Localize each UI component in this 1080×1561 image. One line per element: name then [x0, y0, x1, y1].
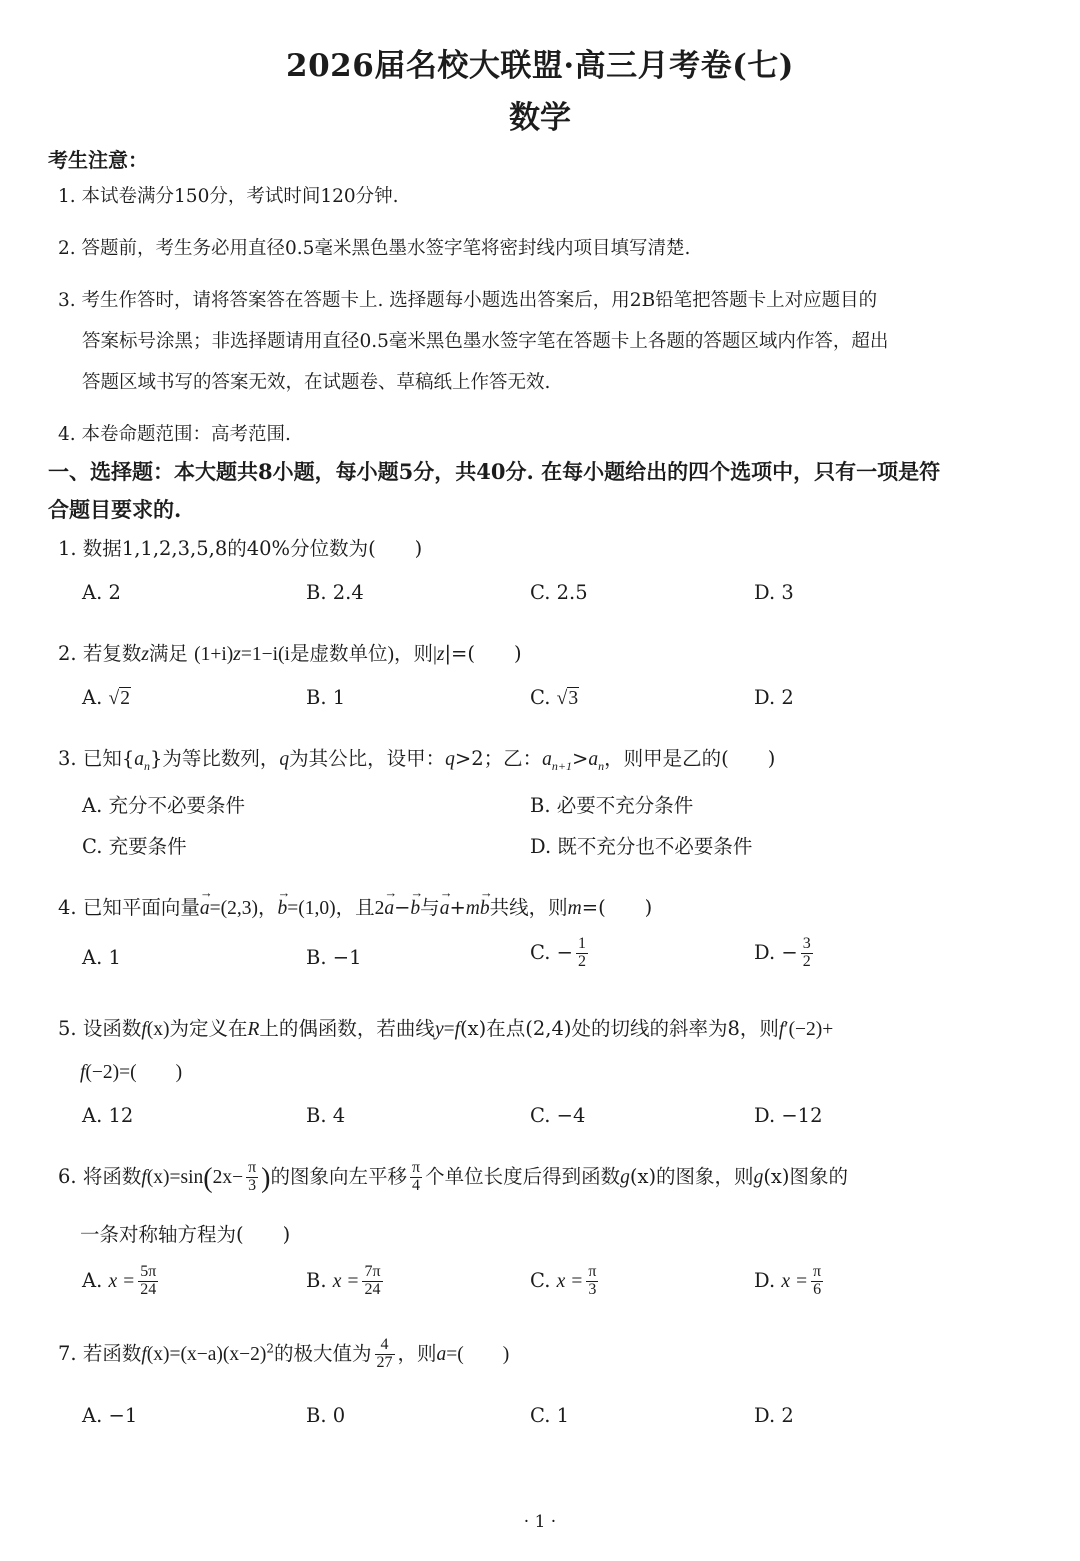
question-7-option-d: D. 2 [754, 1404, 794, 1427]
question-3-option-d: D. 既不充分也不必要条件 [530, 835, 753, 858]
notice-item-3-line2: 答案标号涂黑；非选择题请用直径0.5毫米黑色墨水签字笔在答题卡上各题的答题区域内作答，超出 [82, 331, 889, 352]
question-7-option-a: A. −1 [82, 1404, 138, 1427]
page-number: · 1 · [523, 1512, 557, 1532]
question-2-option-a: A. √2 [82, 686, 130, 709]
section-heading: 一、选择题：本大题共8小题，每小题5分，共40分. 在每小题给出的四个选项中，只有一项是符 [48, 459, 941, 484]
question-3-option-b: B. 必要不充分条件 [530, 794, 694, 817]
question-6-option-d: D. x = $\frac{\pi}{6}$ [754, 1263, 822, 1298]
question-1-option-d: D. 3 [754, 581, 794, 604]
question-4-option-a: A. 1 [82, 946, 121, 969]
question-4-option-d: D. − $\frac{3}{2}$ [754, 935, 811, 970]
question-4-stem: 4. 已知平面向量→ a=(2,3)，→ b=(1,0)，且2→ a−→ b与→ a+m→ b共线，则m=( ) [58, 892, 652, 920]
question-5-option-a: A. 12 [82, 1104, 134, 1127]
section-heading-line2: 合题目要求的. [48, 497, 182, 522]
question-5-option-d: D. −12 [754, 1104, 823, 1127]
subject-title: 数学 [509, 100, 571, 136]
question-3-option-a: A. 充分不必要条件 [82, 794, 245, 817]
question-6-stem-line2: 一条对称轴方程为( ) [80, 1223, 291, 1246]
question-2-option-d: D. 2 [754, 686, 794, 709]
question-5-option-c: C. −4 [530, 1104, 586, 1127]
notice-item-3-line3: 答题区域书写的答案无效，在试题卷、草稿纸上作答无效. [82, 372, 551, 393]
question-2-option-c: C. √3 [530, 686, 579, 709]
notice-item-2: 2. 答题前，考生务必用直径0.5毫米黑色墨水签字笔将密封线内项目填写清楚. [58, 238, 691, 259]
question-1-option-a: A. 2 [82, 581, 121, 604]
question-2-option-b: B. 1 [306, 686, 346, 709]
question-7-stem: 7. 若函数$f(x)=(x-a)(x-2)^2$的极大值为 $\frac{4}{27}$ ，则a=( ) [58, 1336, 510, 1371]
question-4-option-b: B. −1 [306, 946, 362, 969]
question-5-stem: 5. 设函数f(x)为定义在R上的偶函数，若曲线y=f(x)在点(2,4)处的切线的斜率为8，则f′(−2)+ [58, 1017, 834, 1040]
question-3-stem: 3. 已知$\{a_n\}$为等比数列，q为其公比，设甲：q>2；乙：$a_{n+1}>a_n$，则甲是乙的( ) [58, 747, 776, 773]
question-6-option-c: C. x = $\frac{\pi}{3}$ [530, 1263, 597, 1298]
notice-item-3: 3. 考生作答时，请将答案答在答题卡上. 选择题每小题选出答案后，用2B铅笔把答题卡上对应题目的 [58, 290, 878, 311]
question-1-option-c: C. 2.5 [530, 581, 588, 604]
question-4-option-c: C. − $\frac{1}{2}$ [530, 935, 586, 970]
question-5-option-b: B. 4 [306, 1104, 346, 1127]
question-6-option-a: A. x = $\frac{5\pi}{24}$ [82, 1263, 157, 1298]
notice-heading: 考生注意： [48, 148, 148, 172]
question-5-stem-line2: f(−2)=( ) [80, 1062, 183, 1083]
question-1-option-b: B. 2.4 [306, 581, 364, 604]
notice-item-4: 4. 本卷命题范围：高考范围. [58, 424, 291, 445]
question-6-option-b: B. x = $\frac{7\pi}{24}$ [306, 1263, 381, 1298]
question-1-stem: 1. 数据1,1,2,3,5,8的40%分位数为( ) [58, 537, 423, 560]
notice-item-1: 1. 本试卷满分150分，考试时间120分钟. [58, 186, 399, 207]
question-7-option-c: C. 1 [530, 1404, 570, 1427]
exam-title: 2026届名校大联盟·高三月考卷(七) [286, 48, 794, 84]
question-2-stem: 2. 若复数z满足 (1+i)z=1−i(i是虚数单位)，则|z|=( ) [58, 642, 522, 665]
question-3-option-c: C. 充要条件 [82, 835, 187, 858]
question-7-option-b: B. 0 [306, 1404, 346, 1427]
question-6-stem: 6. 将函数f(x)=sin(2x− $\frac{\pi}{3}$ )的图象向左平移 $\frac{\pi}{4}$ 个单位长度后得到函数g(x)的图象，则g(x)图象的 [58, 1159, 849, 1194]
